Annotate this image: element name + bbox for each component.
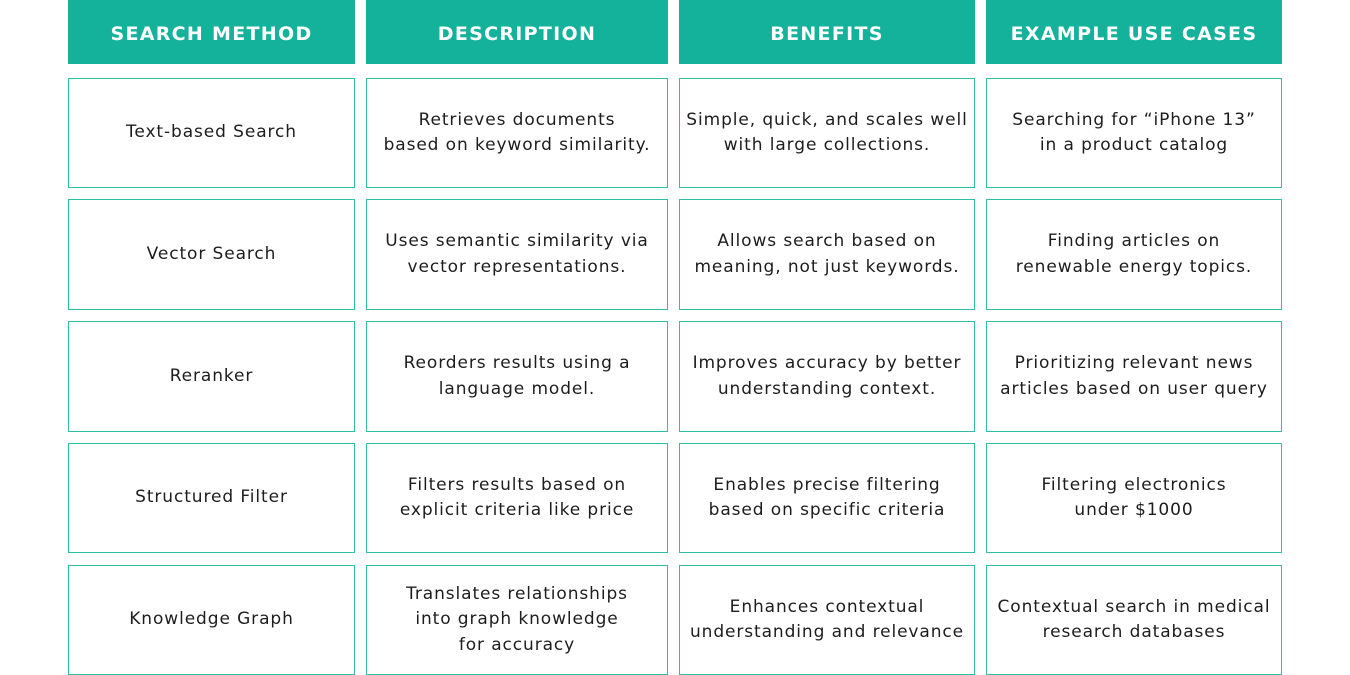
cell-method: Reranker <box>68 321 355 432</box>
header-benefits <box>679 0 975 64</box>
cell-description: Filters results based on explicit criteria like price <box>366 443 668 553</box>
cell-example: Filtering electronics under $1000 <box>986 443 1282 553</box>
header-label: EXAMPLE USE CASES <box>1010 22 1258 45</box>
cell-description: Translates relationships into graph knowledge for accuracy <box>366 565 668 675</box>
header-example-use-cases <box>986 0 1282 64</box>
header-search-method <box>68 0 355 64</box>
cell-benefits: Simple, quick, and scales well with large collections. <box>679 78 975 188</box>
cell-benefits: Allows search based on meaning, not just keywords. <box>679 199 975 310</box>
cell-example: Finding articles on renewable energy topics. <box>986 199 1282 310</box>
cell-method: Vector Search <box>68 199 355 310</box>
cell-method: Text-based Search <box>68 78 355 188</box>
cell-benefits: Enables precise filtering based on specific criteria <box>679 443 975 553</box>
cell-description: Retrieves documents based on keyword similarity. <box>366 78 668 188</box>
cell-description: Uses semantic similarity via vector representations. <box>366 199 668 310</box>
cell-benefits: Enhances contextual understanding and relevance <box>679 565 975 675</box>
cell-example: Prioritizing relevant news articles based on user query <box>986 321 1282 432</box>
cell-description: Reorders results using a language model. <box>366 321 668 432</box>
cell-example: Searching for “iPhone 13” in a product catalog <box>986 78 1282 188</box>
header-label: SEARCH METHOD <box>110 22 313 45</box>
header-description <box>366 0 668 64</box>
header-label: DESCRIPTION <box>437 22 597 45</box>
cell-benefits: Improves accuracy by better understanding context. <box>679 321 975 432</box>
cell-method: Knowledge Graph <box>68 565 355 675</box>
cell-example: Contextual search in medical research databases <box>986 565 1282 675</box>
header-label: BENEFITS <box>770 22 884 45</box>
cell-method: Structured Filter <box>68 443 355 553</box>
